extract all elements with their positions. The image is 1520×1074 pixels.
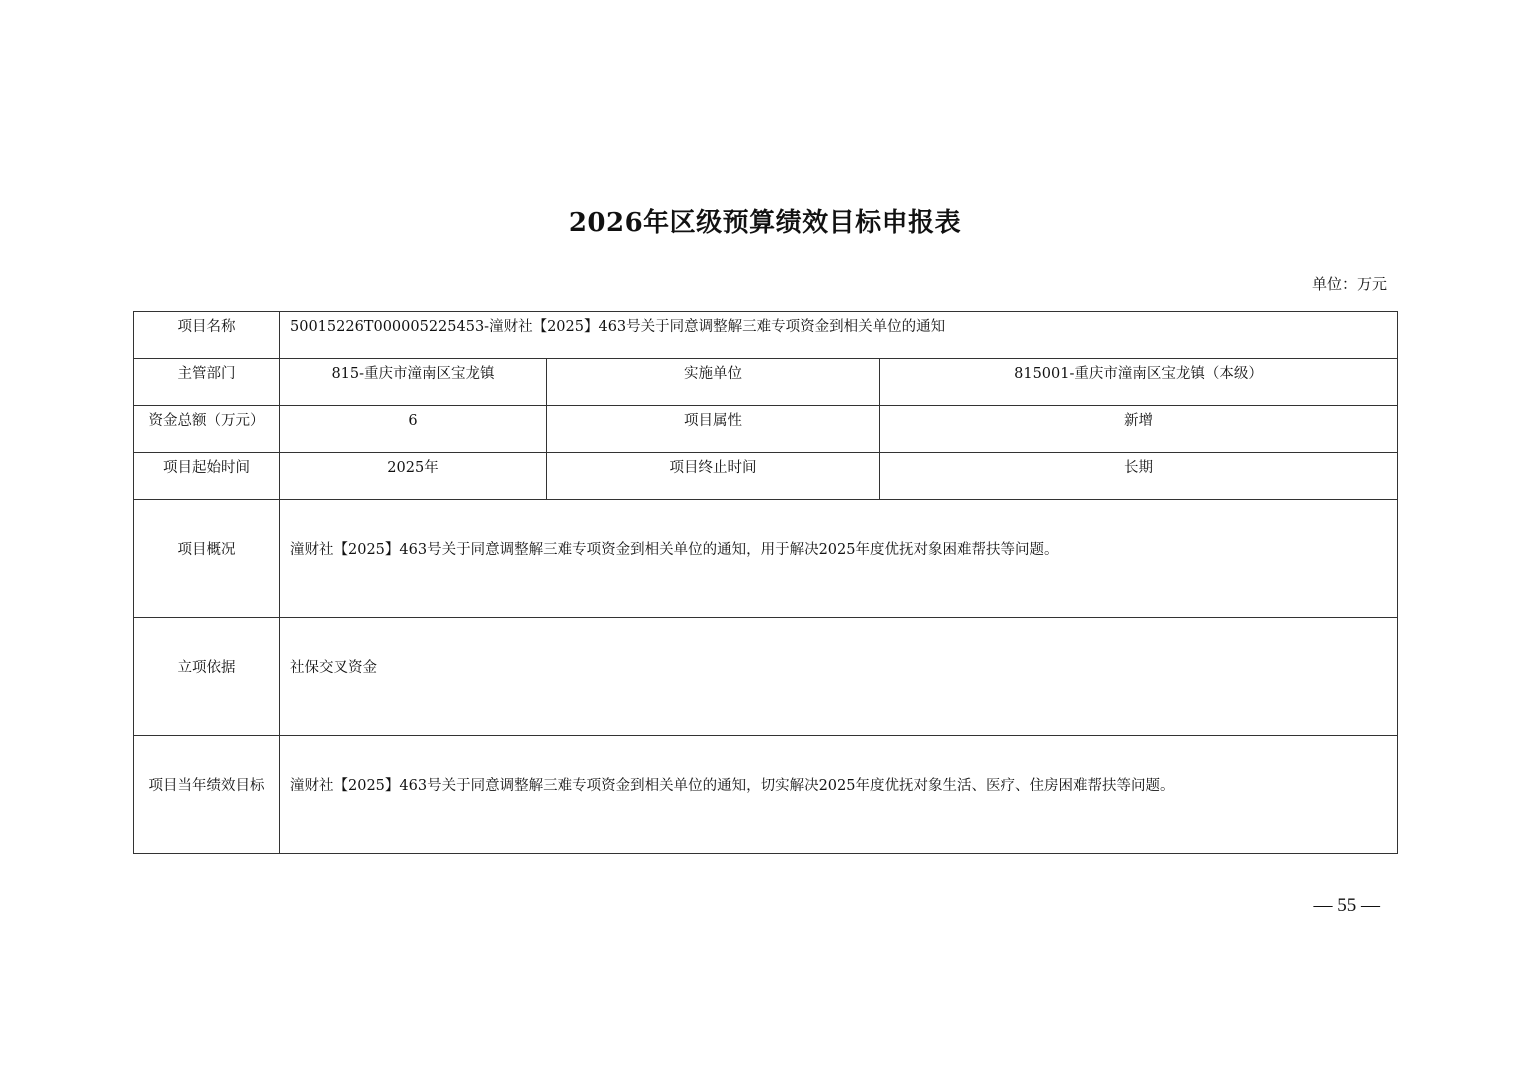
table-row [134, 500, 1398, 618]
annual-goal-value: 潼财社【2025】463号关于同意调整解三难专项资金到相关单位的通知，切实解决2025年度优抚对象生活、医疗、住房困难帮扶等问题。 [280, 736, 1398, 854]
department-value: 815-重庆市潼南区宝龙镇 [280, 359, 547, 406]
end-time-label: 项目终止时间 [547, 453, 880, 500]
implementer-label: 实施单位 [547, 359, 880, 406]
annual-goal-label: 项目当年绩效目标 [134, 736, 280, 854]
project-attribute-label: 项目属性 [547, 406, 880, 453]
unit-label: 单位：万元 [1311, 275, 1387, 293]
table-row [134, 359, 1398, 406]
table-row [134, 618, 1398, 736]
page-number: — 55 — [1313, 895, 1380, 916]
department-label: 主管部门 [134, 359, 280, 406]
end-time-value: 长期 [880, 453, 1398, 500]
start-time-label: 项目起始时间 [134, 453, 280, 500]
page-title: 2026年区级预算绩效目标申报表 [568, 208, 962, 238]
total-funds-value: 6 [280, 406, 547, 453]
total-funds-label: 资金总额（万元） [134, 406, 280, 453]
table-row [134, 406, 1398, 453]
overview-label: 项目概况 [134, 500, 280, 618]
table-row [134, 453, 1398, 500]
start-time-value: 2025年 [280, 453, 547, 500]
table-row [134, 736, 1398, 854]
basis-label: 立项依据 [134, 618, 280, 736]
overview-value: 潼财社【2025】463号关于同意调整解三难专项资金到相关单位的通知，用于解决2025年度优抚对象困难帮扶等问题。 [280, 500, 1398, 618]
budget-performance-table [133, 311, 1398, 854]
basis-value: 社保交叉资金 [280, 618, 1398, 736]
table-row [134, 312, 1398, 359]
project-name-value: 50015226T000005225453-潼财社【2025】463号关于同意调整解三难专项资金到相关单位的通知 [280, 312, 1398, 359]
implementer-value: 815001-重庆市潼南区宝龙镇（本级） [880, 359, 1398, 406]
project-attribute-value: 新增 [880, 406, 1398, 453]
project-name-label: 项目名称 [134, 312, 280, 359]
